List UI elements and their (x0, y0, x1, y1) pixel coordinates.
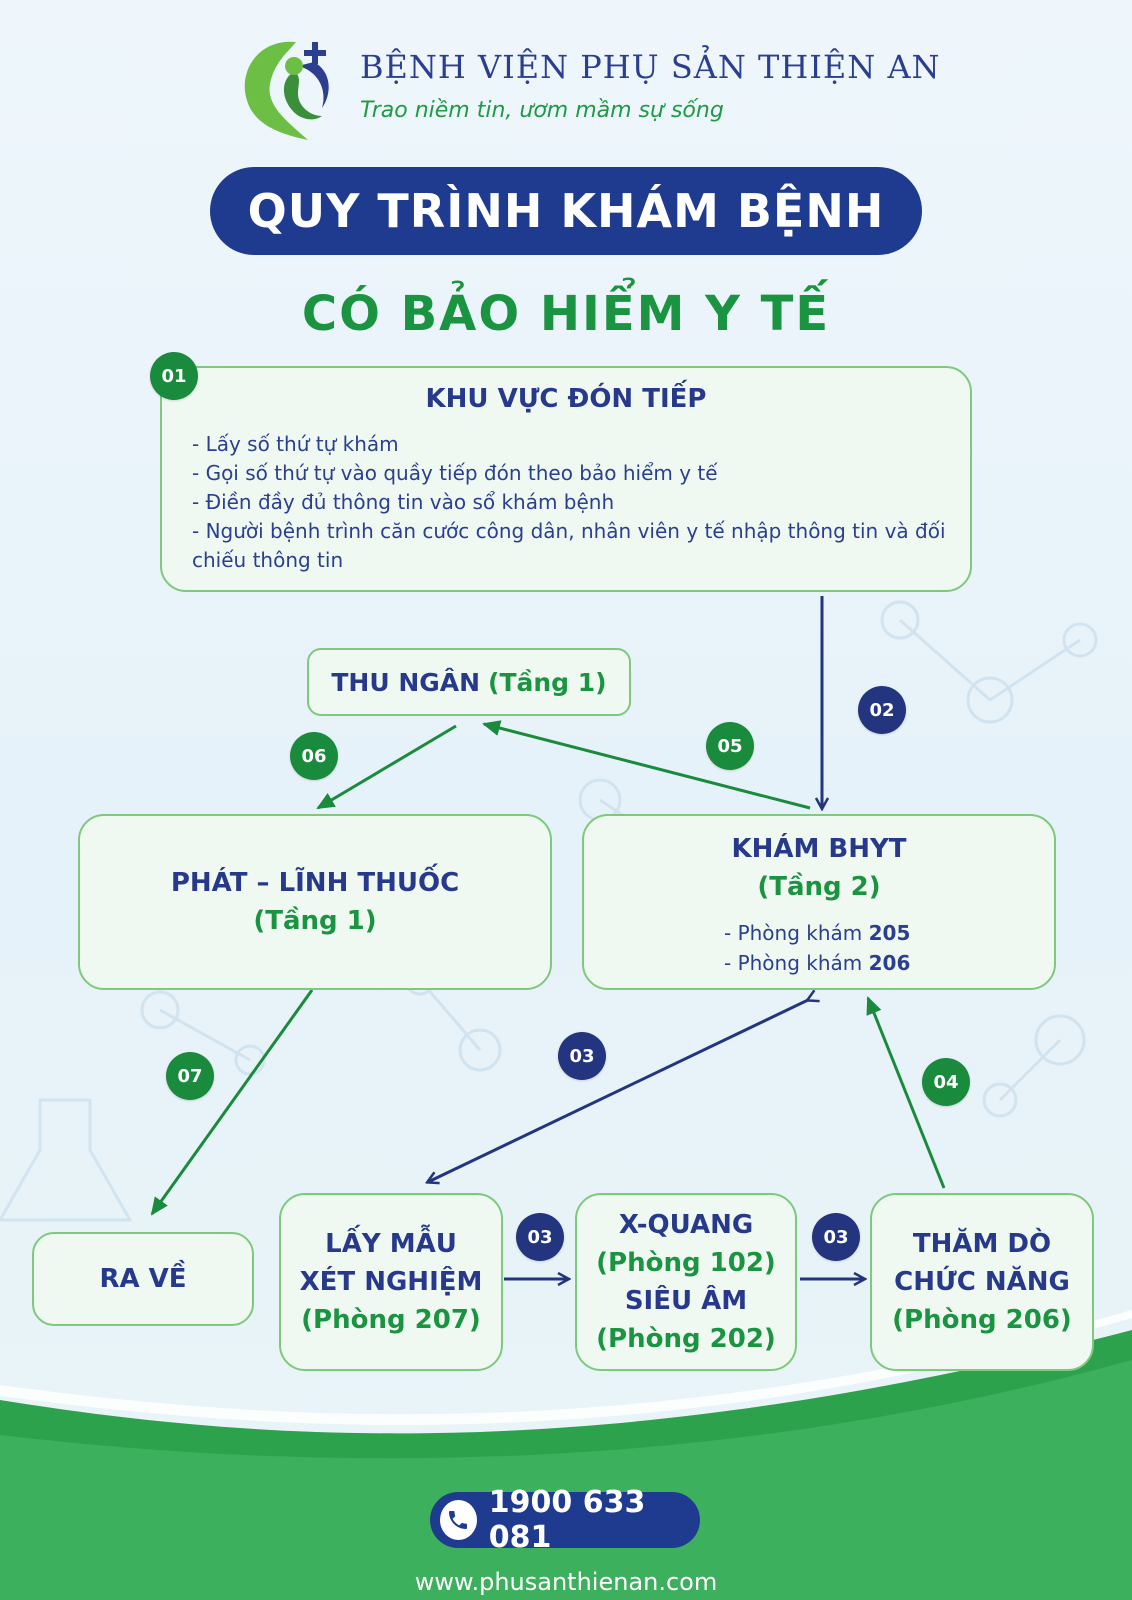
function-line1: THĂM DÒ (912, 1229, 1052, 1259)
step-badge-06: 06 (290, 732, 338, 780)
reception-box (160, 366, 972, 592)
arrow-pharmacy-to-exit (152, 990, 312, 1214)
exam-room (724, 948, 910, 978)
exam-room-number: 205 (868, 921, 911, 945)
arrow-exam-to-cashier (484, 724, 810, 808)
imaging-room1: (Phòng 102) (596, 1248, 776, 1278)
reception-step: - Lấy số thứ tự khám (192, 432, 399, 456)
function-line2: CHỨC NĂNG (894, 1267, 1070, 1297)
step-badge-03: 03 (812, 1213, 860, 1261)
cashier-title: THU NGÂN (331, 667, 481, 697)
exam-room-label: - Phòng khám (724, 921, 869, 945)
pharmacy-title: PHÁT – LĨNH THUỐC (170, 868, 460, 898)
exam-room-number: 206 (868, 951, 911, 975)
step-badge-03: 03 (516, 1213, 564, 1261)
lab-box (279, 1193, 503, 1371)
exam-rooms (724, 918, 910, 978)
hospital-name: BỆNH VIỆN PHỤ SẢN THIỆN AN (360, 48, 941, 86)
lab-line2: XÉT NGHIỆM (299, 1267, 483, 1297)
exam-room-label: - Phòng khám (724, 951, 869, 975)
pharmacy-floor: (Tầng 1) (253, 906, 377, 936)
lab-room: (Phòng 207) (301, 1305, 481, 1335)
exit-box (32, 1232, 254, 1326)
function-test-box (870, 1193, 1094, 1371)
arrow-exam-to-lab (428, 1000, 808, 1182)
hospital-slogan: Trao niềm tin, ươm mầm sự sống (360, 98, 724, 123)
step-badge-02: 02 (858, 686, 906, 734)
exam-floor: (Tầng 2) (757, 872, 881, 902)
reception-step: - Gọi số thứ tự vào quầy tiếp đón theo bảo hiểm y tế (192, 461, 718, 485)
reception-steps (192, 430, 952, 575)
reception-step: - Điền đầy đủ thông tin vào sổ khám bệnh (192, 490, 615, 514)
exit-title: RA VỀ (99, 1264, 187, 1294)
hotline-pill[interactable] (430, 1485, 700, 1555)
step-badge-04: 04 (922, 1058, 970, 1106)
page-subtitle: CÓ BẢO HIỂM Y TẾ (301, 286, 831, 342)
imaging-line2: SIÊU ÂM (624, 1286, 748, 1316)
exam-room (724, 918, 910, 948)
imaging-line1: X-QUANG (618, 1210, 754, 1240)
pharmacy-box (78, 814, 552, 990)
cashier-floor: (Tầng 1) (488, 667, 607, 697)
function-room: (Phòng 206) (892, 1305, 1072, 1335)
lab-line1: LẤY MẪU (325, 1229, 457, 1259)
cashier-box (307, 648, 631, 716)
reception-step: - Người bệnh trình căn cước công dân, nhân viên y tế nhập thông tin và đối chiếu thông tin (192, 519, 946, 572)
imaging-room2: (Phòng 202) (596, 1324, 776, 1354)
hotline-number: 1900 633 081 (488, 1485, 646, 1555)
reception-title: KHU VỰC ĐÓN TIẾP (425, 384, 707, 414)
arrow-cashier-to-pharmacy (318, 726, 456, 808)
step-badge-03: 03 (558, 1032, 606, 1080)
step-badge-07: 07 (166, 1052, 214, 1100)
page-title: QUY TRÌNH KHÁM BỆNH (210, 167, 922, 255)
exam-title: KHÁM BHYT (731, 834, 907, 864)
exam-box (582, 814, 1056, 990)
step-badge-05: 05 (706, 722, 754, 770)
step-badge-01: 01 (150, 352, 198, 400)
phone-icon (440, 1500, 477, 1540)
website-link[interactable]: www.phusanthienan.com (414, 1568, 718, 1596)
imaging-box (575, 1193, 797, 1371)
